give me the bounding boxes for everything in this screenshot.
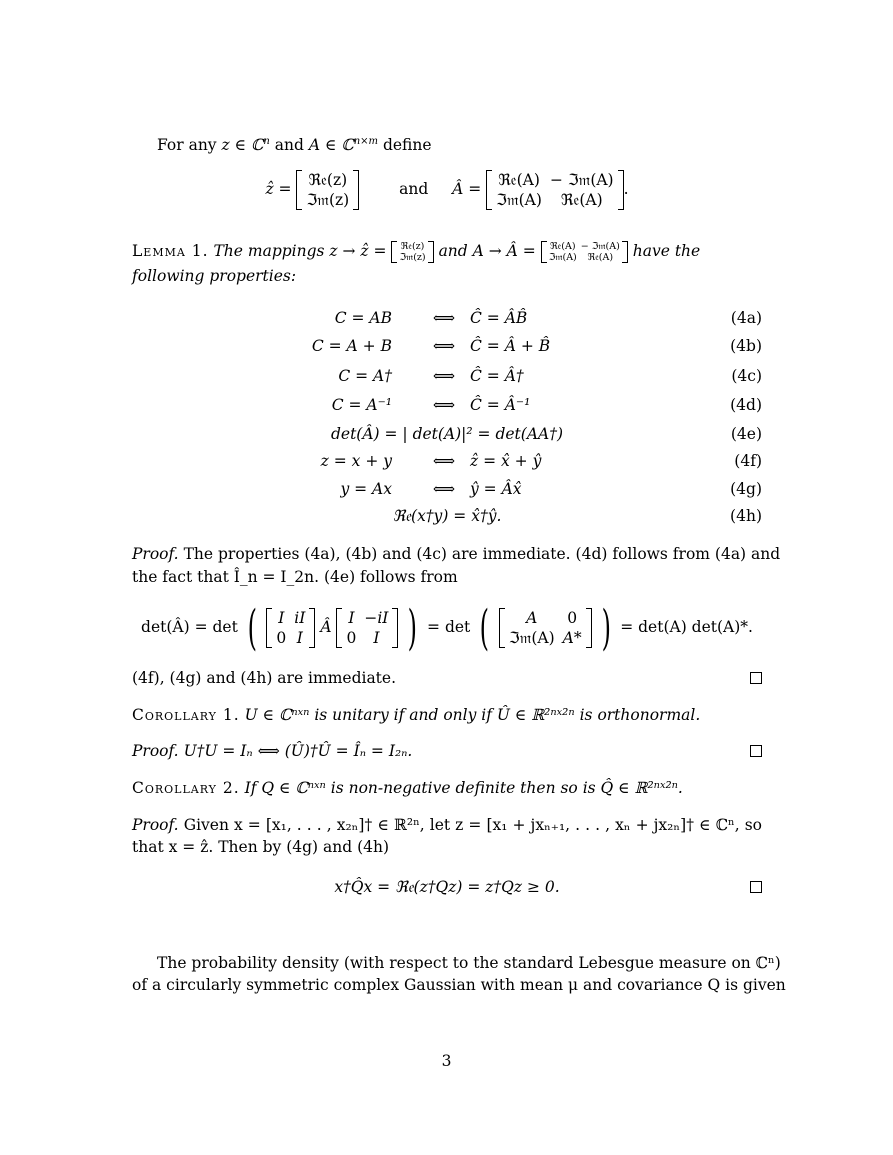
im-z: ℑ𝔪(z) — [306, 191, 350, 209]
equation-row — [132, 364, 762, 388]
equation-rhs: Ĉ = Â + B̂ — [470, 337, 551, 355]
Ahat-matrix: ℜ𝔢(A) − ℑ𝔪(A) ℑ𝔪(A) ℜ𝔢(A) — [486, 170, 623, 210]
equation-lhs: z = x + y — [320, 452, 392, 470]
proof2 — [132, 740, 762, 762]
proof1-end-line — [132, 667, 762, 689]
proof3-text-2: that x = ẑ. Then by (4g) and (4h) — [132, 838, 390, 856]
zhat-vector — [296, 170, 359, 210]
equation-number: (4e) — [730, 425, 762, 443]
equation-row — [132, 504, 762, 528]
lemma-line-2 — [132, 265, 762, 287]
proof1-line-2 — [132, 566, 762, 588]
lemma-text-3: have the — [632, 242, 701, 260]
proof1-text-2: the fact that Î_n = I_2n. (4e) follows from — [132, 568, 458, 586]
det-matrix-2: I −iI 0 I — [336, 608, 398, 648]
equation-full: det(Â) = | det(A)|² = det(AA†) — [330, 425, 564, 443]
proof3-text-1: Given x = [x₁, . . . , x₂ₙ]† ∈ ℝ²ⁿ, let z = [x₁ + jxₙ₊₁, . . . , xₙ + jx₂ₙ]† ∈ ℂⁿ, so — [183, 816, 762, 834]
def-and: and — [399, 180, 429, 198]
iff-symbol: ⟺ — [432, 452, 456, 470]
Ahat-label: Â = — [452, 180, 482, 198]
lemma-line-1 — [132, 240, 762, 263]
equation-row — [132, 306, 762, 330]
intro-define: define — [382, 136, 432, 154]
equation-row — [132, 393, 762, 417]
iff-symbol: ⟺ — [432, 396, 456, 414]
lemma-text-1: The mappings z → ẑ = — [213, 242, 387, 260]
intro-A-in: A ∈ ℂ$^{n\times m}$ — [308, 136, 378, 154]
proof3-label: Proof. — [132, 816, 179, 834]
equation-rhs: ŷ = Âx̂ — [470, 480, 522, 498]
proof1-text-1: The properties (4a), (4b) and (4c) are immediate. (4d) follows from (4a) and — [183, 545, 781, 563]
final-para-line-2 — [132, 974, 786, 996]
final-para-text-1: The probability density (with respect to the standard Lebesgue measure on ℂⁿ) — [157, 954, 781, 972]
page-number: 3 — [441, 1052, 452, 1070]
final-para-text-2: of a circularly symmetric complex Gaussian with mean μ and covariance Q is given — [132, 976, 786, 994]
intro-z-in: z ∈ ℂ$^n$ — [221, 136, 270, 154]
lemma-Ahat-matrix: ℜ𝔢(A) − ℑ𝔪(A) ℑ𝔪(A) ℜ𝔢(A) — [541, 241, 628, 263]
intro-line — [157, 134, 787, 156]
proof3-equation: x†Q̂x = ℜ𝔢(z†Qz) = z†Qz ≥ 0. — [334, 878, 560, 896]
equation-lhs: C = AB — [334, 309, 392, 327]
det-matrix-3: A 0 ℑ𝔪(A) A* — [499, 608, 592, 648]
lemma-zhat-vector: ℜ𝔢(z) ℑ𝔪(z) — [391, 241, 433, 263]
lemma-label: Lemma 1. — [132, 242, 209, 260]
corollary1 — [132, 704, 762, 726]
equation-rhs: Ĉ = Â⁻¹ — [470, 396, 531, 414]
final-para-line-1 — [157, 952, 781, 974]
proof1-line-1 — [132, 543, 781, 565]
equation-rhs: Ĉ = Â† — [470, 367, 524, 385]
iff-symbol: ⟺ — [432, 480, 456, 498]
definition-equation: ẑ = ℜ𝔢(z) ℑ𝔪(z) and Â = ℜ𝔢(A) − ℑ𝔪(A) ℑ𝔪(A) ℜ𝔢(A) . — [265, 171, 629, 209]
proof2-label: Proof. — [132, 742, 179, 760]
equation-number: (4a) — [730, 309, 762, 327]
equation-row — [132, 477, 762, 501]
equation-rhs: Ĉ = ÂB̂ — [470, 309, 528, 327]
iff-symbol: ⟺ — [432, 367, 456, 385]
equation-number: (4f) — [734, 452, 762, 470]
det-Ahat: Â — [320, 618, 332, 636]
equation-number: (4c) — [731, 367, 762, 385]
equation-row — [132, 422, 762, 446]
proof1-end-text: (4f), (4g) and (4h) are immediate. — [132, 669, 397, 687]
equation-number: (4h) — [730, 507, 762, 525]
proof3-line-1 — [132, 814, 762, 836]
intro-for-any: For any — [157, 136, 217, 154]
corollary1-label: Corollary 1. — [132, 706, 240, 724]
corollary2 — [132, 777, 762, 799]
equation-lhs: C = A† — [338, 367, 392, 385]
proof1-label: Proof. — [132, 545, 179, 563]
equation-full: ℜ𝔢(x†y) = x̂†ŷ. — [392, 507, 502, 525]
proof2-text: U†U = Iₙ ⟺ (Û)†Û = Îₙ = I₂ₙ. — [183, 742, 413, 760]
equation-rhs: ẑ = x̂ + ŷ — [470, 452, 542, 470]
re-z: ℜ𝔢(z) — [308, 171, 348, 189]
equation-row — [132, 449, 762, 473]
lemma-text-2: and A → Â = — [438, 242, 536, 260]
corollary2-label: Corollary 2. — [132, 779, 240, 797]
equation-lhs: C = A⁻¹ — [331, 396, 392, 414]
lemma-text-4: following properties: — [132, 267, 297, 285]
equation-number: (4b) — [730, 337, 762, 355]
equation-number: (4d) — [730, 396, 762, 414]
det-rhs: = det(A) det(A)*. — [620, 618, 753, 636]
equation-row — [132, 334, 762, 358]
intro-and: and — [274, 136, 304, 154]
det-matrix-1: I iI 0 I — [266, 608, 315, 648]
corollary2-text: If Q ∈ ℂⁿˣⁿ is non-negative definite then so is Q̂ ∈ ℝ²ⁿˣ²ⁿ. — [244, 779, 683, 797]
qed-box-icon — [750, 745, 762, 757]
qed-box-icon — [750, 672, 762, 684]
det-equation: det(Â) = det ( I iI 0 I Â I −iI 0 I ) = det ( A 0 ℑ𝔪(A) A* ) = det(A) det(A)*. — [141, 600, 753, 656]
equation-lhs: C = A + B — [311, 337, 392, 355]
zhat-label: ẑ = — [265, 180, 292, 198]
iff-symbol: ⟺ — [432, 309, 456, 327]
det-lhs: det(Â) = det — [141, 618, 238, 636]
corollary1-text: U ∈ ℂⁿˣⁿ is unitary if and only if Û ∈ ℝ²ⁿˣ²ⁿ is orthonormal. — [244, 706, 701, 724]
equation-lhs: y = Ax — [340, 480, 392, 498]
proof3-line-2 — [132, 836, 762, 858]
iff-symbol: ⟺ — [432, 337, 456, 355]
qed-box-icon — [750, 881, 762, 893]
equation-number: (4g) — [730, 480, 762, 498]
det-mid: = det — [427, 618, 471, 636]
